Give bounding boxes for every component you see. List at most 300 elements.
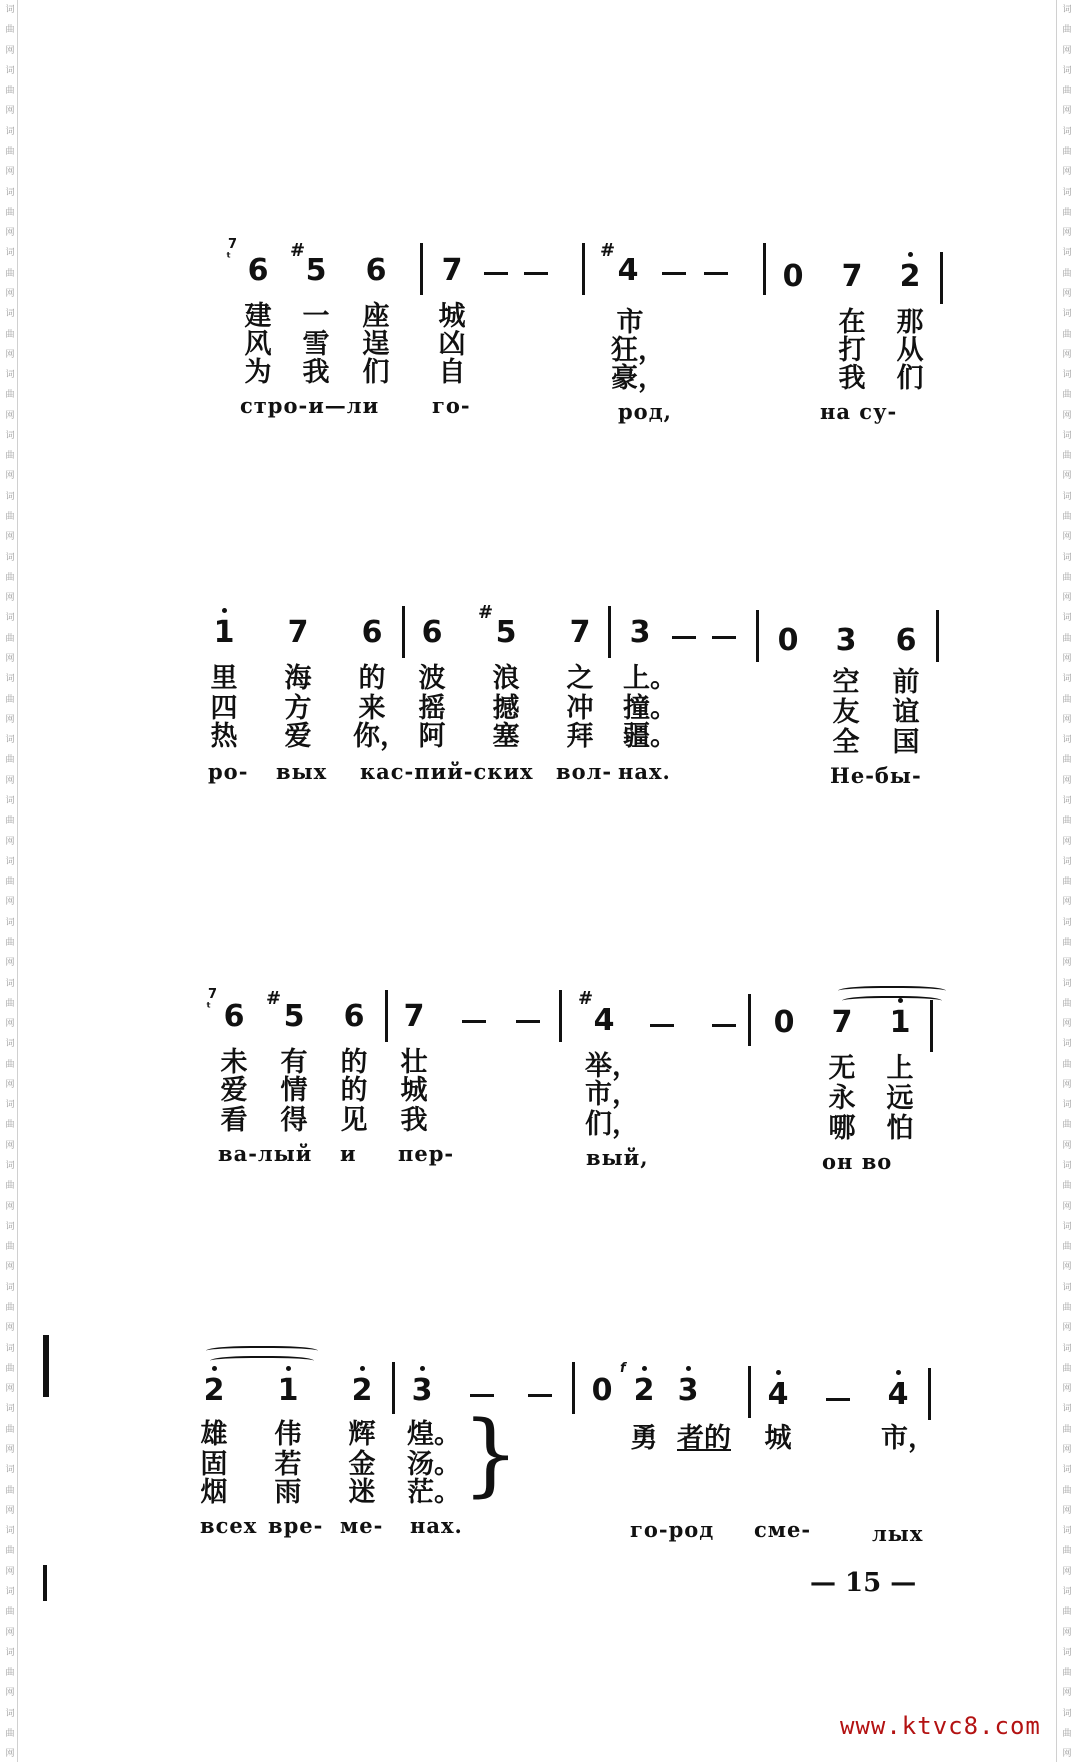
lyric: 的 — [340, 1047, 368, 1078]
lyric: 雄 — [200, 1419, 228, 1450]
note: 0 — [591, 1373, 613, 1408]
watermark-glyph: 曲 — [3, 145, 14, 155]
russian-lyric: го- — [432, 393, 471, 418]
watermark-glyph: 网 — [3, 835, 14, 845]
watermark-glyph: 曲 — [1060, 1727, 1071, 1737]
lyric: 凶 — [438, 329, 466, 360]
watermark-glyph: 网 — [1060, 166, 1071, 176]
watermark-glyph: 网 — [1060, 957, 1071, 967]
russian-lyric: стро-и—ли — [240, 393, 380, 418]
watermark-glyph: 曲 — [1060, 328, 1071, 338]
note-high: 3 — [402, 1376, 442, 1406]
left-watermark-strip — [0, 0, 18, 1762]
watermark-glyph: 词 — [1060, 855, 1071, 865]
russian-lyric: на су- — [820, 399, 898, 424]
watermark-glyph: 词 — [1060, 308, 1071, 318]
watermark-glyph: 网 — [3, 653, 14, 662]
lyric: 塞 — [492, 721, 520, 752]
watermark-glyph: 网 — [3, 1748, 14, 1758]
watermark-glyph: 网 — [3, 166, 14, 176]
lyric: 国 — [892, 727, 920, 758]
russian-lyric: кас-пий-ских — [360, 759, 534, 784]
barline — [582, 243, 585, 295]
watermark-glyph: 曲 — [3, 632, 14, 642]
barline — [402, 606, 405, 658]
note: 7 — [841, 259, 863, 294]
lyric: 城 — [438, 301, 466, 332]
lyric: 你， — [353, 721, 407, 752]
watermark-glyph: 网 — [3, 1383, 14, 1393]
watermark-glyph: 网 — [1060, 1626, 1071, 1636]
watermark-glyph: 网 — [3, 1200, 14, 1210]
lyric: 们， — [585, 1109, 639, 1140]
octave-dot — [686, 1366, 691, 1371]
watermark-glyph: 曲 — [1060, 145, 1071, 155]
watermark-glyph: 词 — [1060, 551, 1071, 561]
watermark-glyph: 词 — [3, 247, 14, 257]
watermark-glyph: 词 — [1060, 794, 1071, 804]
lyric: 的 — [340, 1075, 368, 1106]
lyric: 浪 — [492, 663, 520, 694]
watermark-glyph: 词 — [3, 1220, 14, 1230]
lyric: 为 — [244, 357, 272, 388]
watermark-glyph: 网 — [3, 1078, 14, 1088]
lyric: 海 — [284, 663, 312, 694]
note: 5 — [495, 615, 517, 650]
lyric: 永 — [828, 1083, 856, 1114]
lyric: 逞 — [362, 329, 390, 360]
lyric: 壮 — [400, 1047, 428, 1078]
russian-lyric: ро- — [208, 759, 249, 784]
watermark-glyph: 词 — [3, 64, 14, 74]
lyric: 茫。 — [407, 1477, 461, 1508]
watermark-glyph: 曲 — [3, 1545, 14, 1555]
russian-lyric: всех — [200, 1513, 258, 1538]
chorus-lyric: 勇 — [630, 1423, 658, 1454]
russian-lyric: ме- — [340, 1513, 384, 1538]
lyric: 一 — [302, 301, 330, 332]
lyric: 城 — [400, 1075, 428, 1106]
grace-note: 7 — [228, 237, 238, 252]
octave-dot — [222, 608, 227, 613]
barline — [930, 1000, 933, 1052]
note: 6 — [421, 615, 443, 650]
note-high: 2 — [194, 1376, 234, 1406]
forte-mark: f — [620, 1361, 626, 1376]
watermark-glyph: 曲 — [3, 389, 14, 399]
watermark-glyph: 曲 — [1060, 815, 1071, 825]
right-watermark-strip — [1056, 0, 1074, 1762]
note: 6 — [247, 253, 269, 288]
watermark-glyph: 曲 — [3, 571, 14, 581]
watermark-glyph: 词 — [3, 734, 14, 744]
russian-lyric: вре- — [268, 1513, 324, 1538]
watermark-glyph: 曲 — [1060, 997, 1071, 1007]
note-high: 4 — [758, 1380, 798, 1410]
watermark-glyph: 网 — [1060, 348, 1071, 358]
russian-lyric: вол- — [556, 759, 613, 784]
lyric: 冲 — [566, 693, 594, 724]
watermark-glyph: 曲 — [3, 754, 14, 764]
watermark-glyph: 网 — [3, 1626, 14, 1636]
watermark-glyph: 网 — [3, 287, 14, 297]
page-number: — 15 — — [810, 1568, 917, 1598]
note: 6 — [895, 623, 917, 658]
watermark-glyph: 曲 — [3, 876, 14, 886]
lyric: 固 — [200, 1449, 228, 1480]
left-margin-mark — [43, 1565, 47, 1601]
watermark-glyph: 词 — [3, 308, 14, 318]
lyric: 见 — [340, 1105, 368, 1136]
lyric: 空 — [832, 667, 860, 698]
lyric: 爱 — [220, 1075, 248, 1106]
barline — [392, 1362, 395, 1414]
watermark-glyph: 词 — [1060, 247, 1071, 257]
verse-brace: } — [462, 1402, 520, 1507]
russian-lyric: сме- — [754, 1517, 812, 1542]
note: 7 — [287, 615, 309, 650]
watermark-glyph: 网 — [3, 896, 14, 906]
watermark-glyph: 词 — [1060, 4, 1071, 13]
lyric: 远 — [886, 1083, 914, 1114]
lyric: 得 — [280, 1105, 308, 1136]
note-high: 2 — [890, 262, 930, 292]
watermark-glyph: 网 — [3, 774, 14, 784]
lyric: 市， — [585, 1079, 639, 1110]
watermark-glyph: 词 — [1060, 1342, 1071, 1352]
watermark-glyph: 词 — [3, 1464, 14, 1474]
russian-lyric: лых — [872, 1521, 924, 1546]
watermark-glyph: 网 — [1060, 1443, 1071, 1453]
barline — [763, 243, 766, 295]
lyric: 迷 — [348, 1477, 376, 1508]
russian-lyric: нах. — [410, 1513, 463, 1538]
watermark-glyph: 词 — [3, 916, 14, 926]
lyric: 阿 — [418, 721, 446, 752]
watermark-glyph: 曲 — [3, 1119, 14, 1129]
note: 0 — [773, 1005, 795, 1040]
watermark-glyph: 词 — [3, 490, 14, 500]
watermark-glyph: 曲 — [1060, 1119, 1071, 1129]
watermark-glyph: 词 — [1060, 916, 1071, 926]
watermark-glyph: 曲 — [1060, 1423, 1071, 1433]
watermark-glyph: 网 — [3, 592, 14, 602]
watermark-glyph: 网 — [3, 1261, 14, 1271]
watermark-glyph: 曲 — [1060, 1241, 1071, 1251]
watermark-glyph: 词 — [1060, 1220, 1071, 1230]
watermark-glyph: 网 — [1060, 1261, 1071, 1271]
watermark-glyph: 曲 — [1060, 632, 1071, 642]
watermark-glyph: 网 — [3, 713, 14, 723]
lyric: 雪 — [302, 329, 330, 360]
note: 3 — [835, 623, 857, 658]
watermark-glyph: 词 — [1060, 369, 1071, 379]
barline — [608, 606, 611, 658]
watermark-glyph: 词 — [3, 673, 14, 683]
barline — [936, 610, 939, 662]
barline — [559, 990, 562, 1042]
russian-lyric: он во — [822, 1149, 893, 1174]
note-high: 2 — [624, 1376, 664, 1406]
note-high: 1 — [880, 1008, 920, 1038]
watermark-glyph: 词 — [3, 1585, 14, 1595]
watermark-glyph: 曲 — [1060, 693, 1071, 703]
watermark-glyph: 词 — [3, 1281, 14, 1291]
lyric: 未 — [220, 1047, 248, 1078]
grace-mark: ᵗ — [226, 251, 232, 266]
lyric: 四 — [210, 693, 238, 724]
note: 0 — [782, 259, 804, 294]
watermark-glyph: 曲 — [3, 1484, 14, 1494]
lyric: 举， — [585, 1051, 639, 1082]
octave-dot — [420, 1366, 425, 1371]
sharp-sign: # — [478, 602, 494, 623]
watermark-glyph: 曲 — [1060, 450, 1071, 460]
watermark-glyph: 网 — [1060, 774, 1071, 784]
watermark-glyph: 词 — [1060, 612, 1071, 622]
watermark-glyph: 曲 — [1060, 1362, 1071, 1372]
watermark-glyph: 曲 — [3, 267, 14, 277]
barline — [748, 994, 751, 1046]
lyric: 座 — [362, 301, 390, 332]
watermark-glyph: 曲 — [1060, 206, 1071, 216]
lyric: 疆。 — [623, 721, 677, 752]
watermark-glyph: 词 — [1060, 186, 1071, 196]
watermark-glyph: 网 — [3, 1504, 14, 1514]
lyric: 金 — [348, 1449, 376, 1480]
left-margin-mark — [43, 1335, 49, 1397]
watermark-glyph: 曲 — [3, 936, 14, 946]
watermark-glyph: 网 — [3, 1443, 14, 1453]
watermark-glyph: 曲 — [1060, 876, 1071, 886]
hold-dash — [528, 1394, 552, 1397]
watermark-glyph: 网 — [3, 105, 14, 115]
watermark-glyph: 网 — [1060, 227, 1071, 237]
watermark-glyph: 网 — [1060, 835, 1071, 845]
lyric: 上 — [886, 1053, 914, 1084]
watermark-glyph: 词 — [1060, 1403, 1071, 1413]
watermark-glyph: 词 — [1060, 1525, 1071, 1535]
watermark-glyph: 曲 — [1060, 1545, 1071, 1555]
barline — [572, 1362, 575, 1414]
octave-dot — [212, 1366, 217, 1371]
watermark-glyph: 词 — [1060, 429, 1071, 439]
octave-dot — [776, 1370, 781, 1375]
watermark-glyph: 曲 — [1060, 511, 1071, 521]
lyric: 里 — [210, 663, 238, 694]
watermark-glyph: 网 — [1060, 287, 1071, 297]
sharp-sign: # — [290, 240, 306, 261]
lyric: 友 — [832, 697, 860, 728]
watermark-glyph: 曲 — [3, 1058, 14, 1068]
watermark-glyph: 词 — [3, 794, 14, 804]
watermark-glyph: 曲 — [1060, 24, 1071, 34]
watermark-glyph: 网 — [1060, 1200, 1071, 1210]
watermark-glyph: 曲 — [3, 1241, 14, 1251]
watermark-glyph: 网 — [1060, 409, 1071, 419]
watermark-glyph: 词 — [3, 4, 14, 13]
barline — [748, 1366, 751, 1418]
lyric: 若 — [274, 1449, 302, 1480]
lyric: 我 — [302, 357, 330, 388]
watermark-glyph: 曲 — [1060, 1302, 1071, 1311]
watermark-glyph: 曲 — [3, 1302, 14, 1311]
chorus-lyric: 城 — [764, 1423, 792, 1454]
lyric: 我 — [400, 1105, 428, 1136]
watermark-glyph: 曲 — [1060, 571, 1071, 581]
watermark-glyph: 曲 — [3, 85, 14, 95]
watermark-glyph: 网 — [3, 409, 14, 419]
russian-lyric: го-род — [630, 1517, 715, 1542]
russian-lyric: и — [340, 1141, 357, 1166]
hold-dash — [662, 272, 686, 275]
watermark-glyph: 词 — [3, 429, 14, 439]
sharp-sign: # — [578, 988, 594, 1009]
hold-dash — [462, 1020, 486, 1023]
lyric: 来 — [358, 693, 386, 724]
watermark-glyph: 曲 — [1060, 1606, 1071, 1616]
watermark-glyph: 网 — [3, 44, 14, 54]
lyric: 撼 — [492, 693, 520, 724]
lyric: 拜 — [566, 721, 594, 752]
watermark-glyph: 网 — [1060, 44, 1071, 54]
lyric: 雨 — [274, 1477, 302, 1508]
hold-dash — [484, 272, 508, 275]
watermark-glyph: 曲 — [1060, 267, 1071, 277]
hold-dash — [826, 1398, 850, 1401]
watermark-glyph: 网 — [1060, 713, 1071, 723]
watermark-glyph: 网 — [1060, 470, 1071, 480]
watermark-glyph: 词 — [3, 186, 14, 196]
hold-dash — [704, 272, 728, 275]
watermark-glyph: 曲 — [1060, 1180, 1071, 1190]
watermark-glyph: 网 — [3, 1139, 14, 1149]
lyric: 哪 — [828, 1113, 856, 1144]
watermark-glyph: 网 — [3, 531, 14, 541]
watermark-glyph: 曲 — [1060, 1484, 1071, 1494]
watermark-glyph: 曲 — [1060, 85, 1071, 95]
note: 7 — [403, 999, 425, 1034]
lyric: 市 — [616, 307, 644, 338]
watermark-glyph: 词 — [1060, 1099, 1071, 1109]
watermark-glyph: 网 — [3, 470, 14, 480]
lyric: 们 — [896, 363, 924, 394]
watermark-glyph: 曲 — [1060, 936, 1071, 946]
watermark-glyph: 网 — [1060, 1139, 1071, 1149]
note: 6 — [223, 999, 245, 1034]
note: 7 — [569, 615, 591, 650]
watermark-glyph: 词 — [1060, 1646, 1071, 1656]
lyric: 方 — [284, 693, 312, 724]
note: 7 — [441, 253, 463, 288]
hold-dash — [672, 636, 696, 639]
watermark-glyph: 词 — [3, 369, 14, 379]
watermark-glyph: 曲 — [3, 815, 14, 825]
lyric: 前 — [892, 667, 920, 698]
watermark-glyph: 网 — [3, 227, 14, 237]
sharp-sign: # — [266, 988, 282, 1009]
watermark-glyph: 曲 — [1060, 389, 1071, 399]
barline — [940, 252, 943, 304]
watermark-glyph: 网 — [1060, 1322, 1071, 1332]
lyric: 情 — [280, 1075, 308, 1106]
watermark-glyph: 曲 — [3, 24, 14, 34]
watermark-glyph: 曲 — [3, 450, 14, 460]
watermark-glyph: 曲 — [3, 693, 14, 703]
hold-dash — [470, 1394, 494, 1397]
sharp-sign: # — [600, 240, 616, 261]
watermark-glyph: 词 — [3, 977, 14, 987]
watermark-glyph: 曲 — [3, 997, 14, 1007]
russian-lyric: пер- — [398, 1141, 455, 1166]
russian-lyric: вый, — [586, 1145, 649, 1170]
octave-dot — [896, 1370, 901, 1375]
lyric: 热 — [210, 721, 238, 752]
watermark-glyph: 词 — [3, 1707, 14, 1717]
lyric: 怕 — [886, 1113, 914, 1144]
lyric: 打 — [838, 335, 866, 366]
watermark-glyph: 词 — [3, 1038, 14, 1048]
hold-dash — [712, 636, 736, 639]
chorus-lyric: 市， — [881, 1423, 935, 1454]
watermark-glyph: 网 — [1060, 1748, 1071, 1758]
octave-dot — [360, 1366, 365, 1371]
watermark-glyph: 词 — [1060, 1281, 1071, 1291]
watermark-glyph: 曲 — [3, 1180, 14, 1190]
note: 0 — [777, 623, 799, 658]
note: 5 — [283, 999, 305, 1034]
watermark-glyph: 词 — [1060, 64, 1071, 74]
watermark-glyph: 词 — [1060, 125, 1071, 135]
octave-dot — [286, 1366, 291, 1371]
watermark-glyph: 曲 — [1060, 754, 1071, 764]
watermark-glyph: 曲 — [1060, 1667, 1071, 1677]
lyric: 伟 — [274, 1419, 302, 1450]
russian-lyric: вых — [276, 759, 328, 784]
watermark-glyph: 词 — [3, 1525, 14, 1535]
lyric: 全 — [832, 727, 860, 758]
watermark-glyph: 词 — [3, 125, 14, 135]
lyric: 爱 — [284, 721, 312, 752]
note-high: 4 — [878, 1380, 918, 1410]
watermark-glyph: 网 — [3, 348, 14, 358]
watermark-glyph: 网 — [1060, 105, 1071, 115]
watermark-glyph: 词 — [3, 1099, 14, 1109]
lyric: 们 — [362, 357, 390, 388]
watermark-glyph: 网 — [1060, 1018, 1071, 1028]
watermark-glyph: 词 — [1060, 1707, 1071, 1717]
lyric: 豪， — [611, 363, 665, 394]
note-high: 1 — [204, 618, 244, 648]
note: 6 — [365, 253, 387, 288]
octave-dot — [898, 998, 903, 1003]
note: 4 — [593, 1003, 615, 1038]
watermark-glyph: 网 — [3, 1018, 14, 1028]
tie-arc — [210, 1356, 314, 1368]
watermark-glyph: 曲 — [3, 328, 14, 338]
lyric: 波 — [418, 663, 446, 694]
chorus-lyric: 者的 — [677, 1423, 731, 1454]
lyric: 煌。 — [407, 1419, 461, 1450]
watermark-glyph: 词 — [3, 1646, 14, 1656]
watermark-glyph: 词 — [1060, 1464, 1071, 1474]
lyric: 看 — [220, 1105, 248, 1136]
watermark-glyph: 网 — [3, 1322, 14, 1332]
watermark-glyph: 网 — [3, 1565, 14, 1575]
watermark-glyph: 词 — [1060, 734, 1071, 744]
watermark-glyph: 曲 — [3, 1606, 14, 1616]
watermark-glyph: 词 — [3, 1160, 14, 1170]
